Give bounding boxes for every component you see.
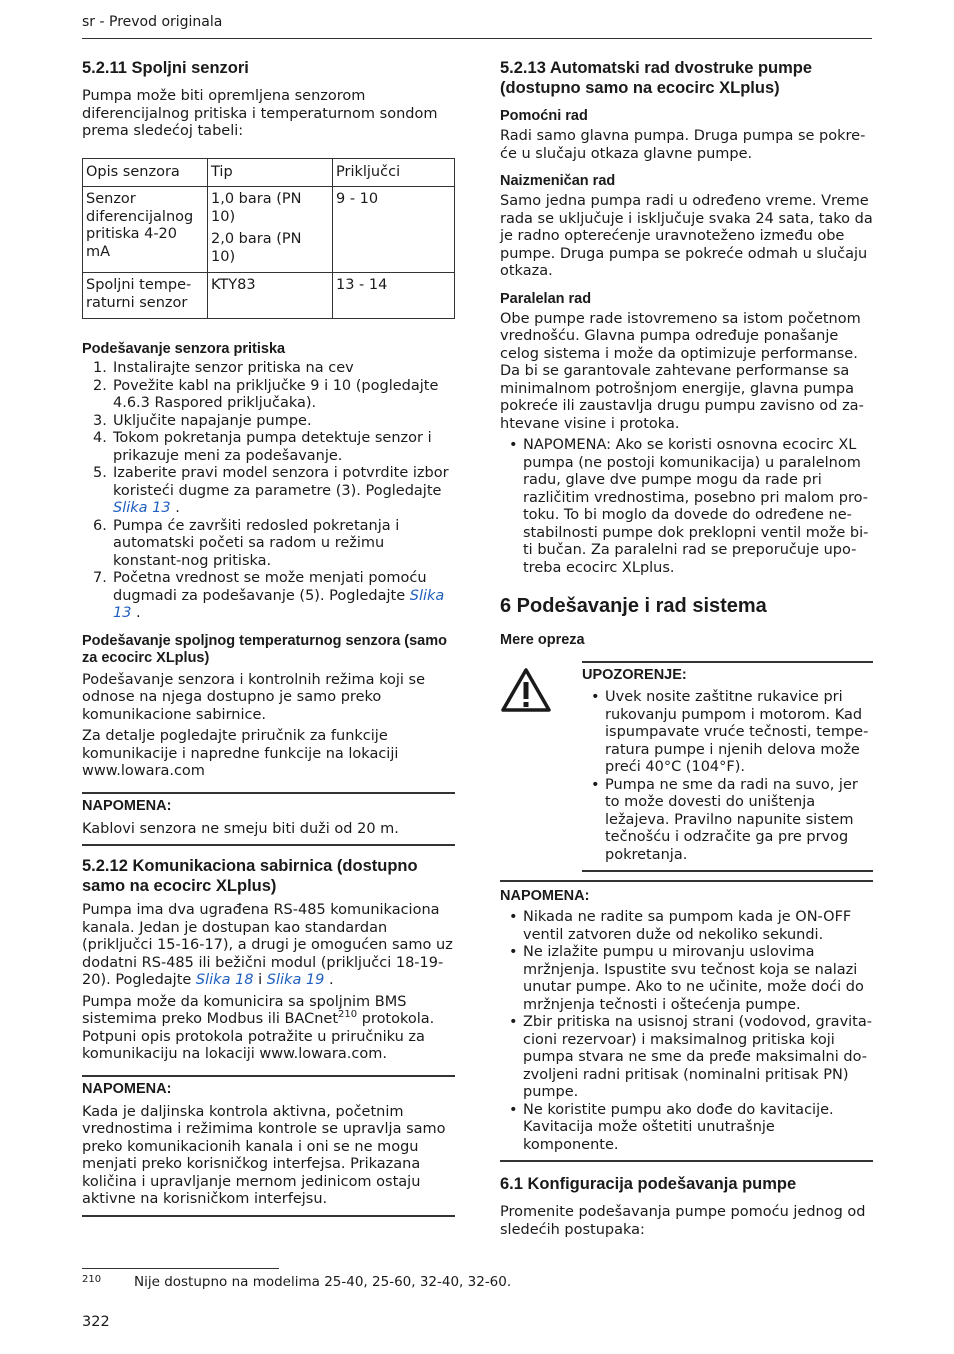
note-box	[82, 1075, 455, 1217]
step-text: Izaberite pravi model senzora i potvrdite izbor koristeći dugme za parametre (3). Pogledajte	[113, 465, 449, 499]
footnote-mark: 210	[82, 1274, 102, 1285]
note-list	[500, 909, 873, 1154]
note-item-text: Zbir pritiska na usisnoj strani (vodovod, gravita-cioni rezervoar) i maksimalnog pritiska koji pumpa stvara ne sme da pređe maksimalni do-zvoljeni radni pritisak (nominalni pritisak PN) pumpe.	[523, 1014, 872, 1100]
page-number: 322	[82, 1314, 110, 1330]
pressure-setup-steps	[82, 360, 455, 623]
table-cell: Senzor diferencijalnog pritiska 4-20 mA	[83, 187, 208, 273]
footnote-text: Nije dostupno na modelima 25-40, 25-60, 32-40, 32-60.	[134, 1274, 512, 1290]
section-5-2-12-paragraph	[82, 994, 455, 1064]
bullet: •	[509, 437, 518, 453]
note-box	[82, 792, 455, 847]
left-column	[82, 58, 455, 1217]
footnote-rule	[82, 1268, 279, 1269]
section-5-2-11-title: 5.2.11 Spoljni senzori	[82, 59, 249, 77]
section-5-2-11-intro: Pumpa može biti opremljena senzorom diferencijalnog pritiska i temperaturnom sondom prema sledećoj tabeli:	[82, 88, 438, 139]
step-number: 7.	[93, 570, 107, 586]
list-item	[500, 1014, 873, 1102]
precautions-title: Mere opreza	[500, 632, 585, 648]
auxiliary-mode-text: Radi samo glavna pumpa. Druga pumpa se pokre-će u slučaju otkaza glavne pumpe.	[500, 128, 866, 162]
note-label: NAPOMENA:	[82, 797, 172, 814]
step-number: 5.	[93, 465, 107, 481]
chapter-6-title: 6 Podešavanje i rad sistema	[500, 595, 767, 617]
figure-13-link[interactable]: Slika 13	[113, 587, 445, 621]
step-number: 4.	[93, 430, 107, 446]
list-item	[82, 465, 455, 518]
warning-item-text: Pumpa ne sme da radi na suvo, jer to može dovesti do uništenja ležajeva. Pravilno napunite sistem tečnošću i odzračite ga pre prvog pokretanja.	[605, 776, 858, 863]
step-text-end: .	[170, 500, 180, 516]
note-bottom-rule	[500, 1160, 873, 1162]
right-column	[500, 58, 873, 1239]
step-text: Uključite napajanje pumpe.	[113, 412, 312, 429]
auxiliary-mode-title: Pomoćni rad	[500, 108, 588, 124]
table-row	[83, 187, 455, 273]
table-cell-line: 1,0 bara (PN 10)	[211, 191, 302, 225]
warning-box	[582, 661, 873, 872]
note-item-text: Ne izlažite pumpu u mirovanju uslovima mržnjenja. Ispustite svu tečnost koja se nalazi unutar pumpe. Ako to ne učinite, može doći do mržnjenja tečnosti i oštećenja pumpe.	[523, 944, 864, 1013]
list-item	[82, 378, 455, 413]
list-item	[82, 570, 455, 623]
step-number: 6.	[93, 517, 107, 534]
step-text: Početna vrednost se može menjati pomoću dugmadi za podešavanje (5). Pogledajte	[113, 570, 427, 604]
parallel-mode-text: Obe pumpe rade istovremeno sa istom početnom vrednošću. Glavna pumpa određuje ponašanje celog sistema i može da optimizuje performanse. Da bi se garantovale zahtevane performanse sa minimalnom potrošnjom energije, glavna pumpa pokreće ili zaustavlja drugu pumpu zavisno od za-htevane visine i protoka.	[500, 310, 864, 432]
alternating-mode-title: Naizmeničan rad	[500, 173, 616, 189]
step-text: Instalirajte senzor pritiska na cev	[113, 360, 354, 376]
paragraph-text: Pumpa ima dva ugrađena RS-485 komunikaciona kanala. Jedan je dostupan kao standardan (priključci 15-16-17), a drugi je omogućen samo uz dodatni RS-485 ili bežični modul (priključci 18-19-20). Pogledajte	[82, 902, 453, 988]
table-cell-line: 2,0 bara (PN 10)	[211, 231, 302, 265]
sensor-table	[82, 158, 455, 320]
paragraph-text: i	[253, 972, 267, 988]
list-item	[82, 360, 455, 378]
warning-label: UPOZORENJE:	[582, 667, 687, 683]
step-number: 3.	[93, 412, 107, 429]
parallel-mode-title: Paralelan rad	[500, 290, 592, 307]
temp-sensor-paragraph: Za detalje pogledajte priručnik za funkcije komunikacije i napredne funkcije na lokaciji www.lowara.com	[82, 728, 399, 779]
footnote-reference[interactable]: 210	[338, 1009, 358, 1021]
warning-block	[500, 661, 873, 872]
paragraph-text: .	[324, 972, 334, 988]
note-inline-label: NAPOMENA:	[523, 437, 611, 453]
header-rule	[82, 38, 872, 39]
table-cell: 13 - 14	[333, 273, 455, 319]
step-text: Povežite kabl na priključke 9 i 10 (pogledajte 4.6.3 Raspored priključaka).	[113, 377, 439, 411]
temp-sensor-paragraph: Podešavanje senzora i kontrolnih režima koji se odnose na njega dostupno je samo preko komunikacione sabirnice.	[82, 671, 426, 723]
bullet: •	[591, 689, 600, 705]
alternating-mode-text: Samo jedna pumpa radi u određeno vreme. Vreme rada se uključuje i isključuje svaka 24 sata, tako da je radno opterećenje uravnoteženo između obe pumpe. Druga pumpa se pokreće odmah u slučaju otkaza.	[500, 193, 873, 279]
note-text: Kada je daljinska kontrola aktivna, početnim vrednostima i režimima kontrole se upravlja samo preko komunikacionih kanala i oni se ne mogu menjati preko korisničkog interfejsa. Prikazana količina i upravljanje mernom jedinicom ostaju aktivne na korisničkom interfejsu.	[82, 1103, 446, 1207]
note-text: Kablovi senzora ne smeju biti duži od 20 m.	[82, 820, 399, 837]
table-header-cell: Tip	[208, 158, 333, 187]
table-header-cell: Opis senzora	[83, 158, 208, 187]
temp-sensor-setup-title: Podešavanje spoljnog temperaturnog senzora (samo za ecocirc XLplus)	[82, 632, 447, 666]
section-6-1-text: Promenite podešavanja pumpe pomoću jednog od sledećih postupaka:	[500, 1204, 866, 1238]
table-row	[83, 273, 455, 319]
step-text: Tokom pokretanja pumpa detektuje senzor i prikazuje meni za podešavanje.	[113, 430, 432, 464]
list-item	[500, 1102, 873, 1155]
step-text-end: .	[131, 605, 141, 621]
section-5-2-13-title: 5.2.13 Automatski rad dvostruke pumpe (dostupno samo na ecocirc XLplus)	[500, 59, 813, 97]
step-number: 1.	[93, 360, 107, 376]
list-item	[500, 909, 873, 944]
bullet: •	[509, 1101, 518, 1118]
note-inline-text: Ako se koristi osnovna ecocirc XL pumpa (ne postoji komunikacija) u paralelnom radu, glave dve pumpe mogu da rade pri različitim vrednostima, posebno pri malom pro-toku. To bi moglo da dovede do određene ne-stabilnosti pumpe dok preklopni ventil može bi-ti bučan. Za paralelni rad se preporučuje upo-treba ecocirc XLplus.	[523, 437, 869, 576]
table-cell	[208, 187, 333, 273]
step-text: Pumpa će završiti redosled pokretanja i automatski početi sa radom u režimu konstant-nog pritiska.	[113, 517, 400, 569]
paragraph-text: Pumpa može da komunicira sa spoljnim BMS sistemima preko Modbus ili BACnet	[82, 993, 407, 1027]
figure-19-link[interactable]: Slika 19	[266, 972, 325, 988]
section-5-2-12-paragraph	[82, 902, 455, 990]
figure-13-link[interactable]: Slika 13	[113, 500, 171, 516]
table-cell: Spoljni tempe-raturni senzor	[83, 273, 208, 319]
table-cell: KTY83	[208, 273, 333, 319]
note-block	[500, 880, 873, 1162]
table-header-cell: Priključci	[333, 158, 455, 187]
list-item	[500, 437, 873, 577]
note-item-text: Ne koristite pumpu ako dođe do kavitacije. Kavitacija može oštetiti unutrašnje komponente.	[523, 1101, 834, 1153]
warning-list	[582, 689, 873, 864]
warning-item-text: Uvek nosite zaštitne rukavice pri rukovanju pumpom i motorom. Kad ispumpavate vruće tečnosti, tempe-ratura pumpe i njenih delova može preći 40°C (104°F).	[605, 689, 869, 775]
note-label: NAPOMENA:	[82, 1080, 172, 1097]
table-header-row	[83, 158, 455, 187]
pressure-sensor-setup-title: Podešavanje senzora pritiska	[82, 341, 286, 357]
section-5-2-12-title: 5.2.12 Komunikaciona sabirnica (dostupno samo na ecocirc XLplus)	[82, 857, 418, 895]
table-cell: 9 - 10	[333, 187, 455, 273]
note-label: NAPOMENA:	[500, 888, 590, 904]
section-6-1-title: 6.1 Konfiguracija podešavanja pumpe	[500, 1175, 797, 1193]
list-item	[582, 777, 873, 865]
bullet: •	[509, 909, 518, 925]
parallel-note-list	[500, 437, 873, 577]
list-item	[500, 944, 873, 1014]
list-item	[82, 413, 455, 431]
bullet: •	[509, 1014, 518, 1030]
warning-triangle-icon	[500, 667, 552, 713]
paragraph-text: protokola. Potpuni opis protokola potražite u priručniku za komunikaciju na lokaciji www.lowara.com.	[82, 1011, 435, 1062]
step-number: 2.	[93, 377, 107, 394]
note-item-text: Nikada ne radite sa pumpom kada je ON-OFF ventil zatvoren duže od nekoliko sekundi.	[523, 909, 852, 943]
list-item	[82, 518, 455, 571]
bullet: •	[509, 944, 518, 960]
running-header: sr - Prevod originala	[82, 14, 223, 30]
list-item	[82, 430, 455, 465]
list-item	[582, 689, 873, 777]
bullet: •	[591, 776, 600, 793]
figure-18-link[interactable]: Slika 18	[195, 972, 254, 988]
